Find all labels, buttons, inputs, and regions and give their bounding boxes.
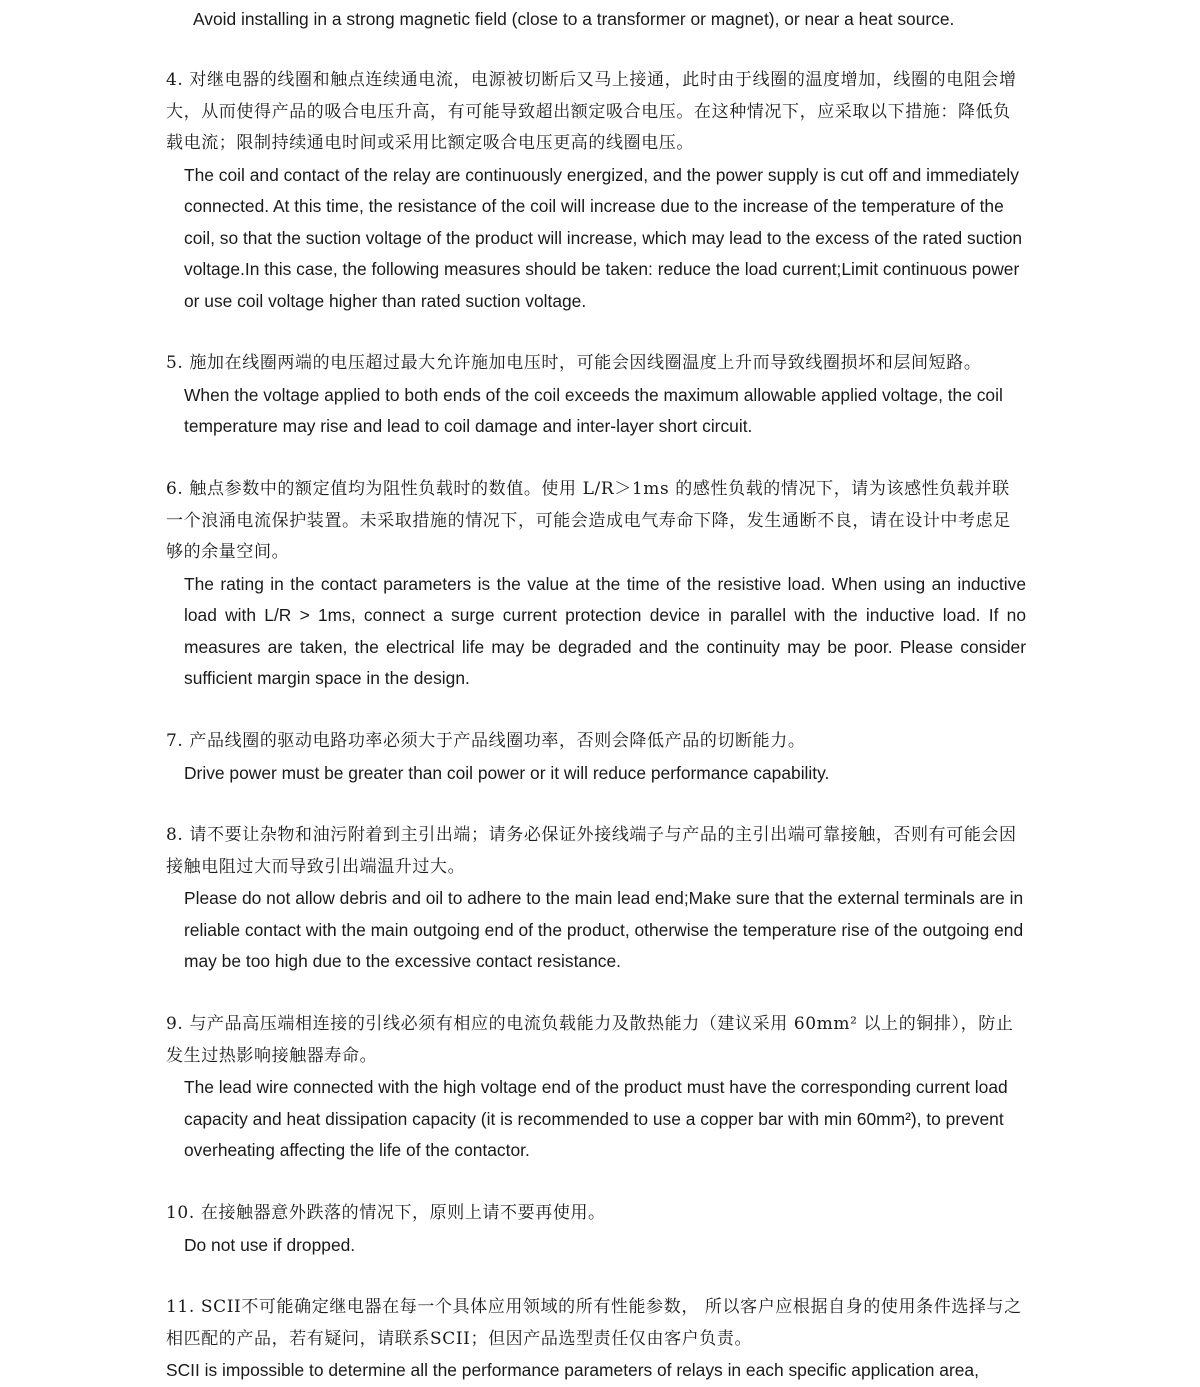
note-item-4 bbox=[166, 65, 1026, 317]
note-6-english: The rating in the contact parameters is the value at the time of the resistive load. When using an inductive load with L/R > 1ms, connect a surge current protection device in parallel with the inductive load. If no measures are taken, the electrical life may be degraded and the continuity may be poor. Please consider sufficient margin space in the design. bbox=[184, 573, 1026, 688]
note-item-7 bbox=[166, 726, 1026, 789]
note-7-english: Drive power must be greater than coil power or it will reduce performance capability. bbox=[184, 762, 830, 783]
note-8-english: Please do not allow debris and oil to adhere to the main lead end;Make sure that the external terminals are in reliable contact with the main outgoing end of the product, otherwise the temperature rise of the outgoing end may be too high due to the excessive contact resistance. bbox=[184, 888, 1024, 971]
note-item-6 bbox=[166, 474, 1026, 695]
note-item-10 bbox=[166, 1198, 1026, 1261]
note-10-chinese: 10. 在接触器意外跌落的情况下，原则上请不要再使用。 bbox=[166, 1203, 606, 1223]
note-7-chinese: 7. 产品线圈的驱动电路功率必须大于产品线圈功率，否则会降低产品的切断能力。 bbox=[166, 731, 806, 751]
note-item-9 bbox=[166, 1009, 1026, 1167]
note-9-chinese: 9. 与产品高压端相连接的引线必须有相应的电流负载能力及散热能力（建议采用 60mm² 以上的铜排），防止发生过热影响接触器寿命。 bbox=[166, 1014, 1014, 1066]
note-5-english: When the voltage applied to both ends of the coil exceeds the maximum allowable applied voltage, the coil temperature may rise and lead to coil damage and inter-layer short circuit. bbox=[184, 384, 1003, 436]
note-11-english: SCII is impossible to determine all the performance parameters of relays in each specific application area, bbox=[166, 1360, 979, 1380]
intro-line: Avoid installing in a strong magnetic field (close to a transformer or magnet), or near a heat source. bbox=[193, 9, 955, 29]
note-6-chinese: 6. 触点参数中的额定值均为阻性负载时的数值。使用 L/R＞1ms 的感性负载的情况下，请为该感性负载并联一个浪涌电流保护装置。未采取措施的情况下，可能会造成电气寿命下降，发生通断不良，请在设计中考虑足够的余量空间。 bbox=[166, 479, 1011, 562]
note-4-english: The coil and contact of the relay are continuously energized, and the power supply is cut off and immediately connected. At this time, the resistance of the coil will increase due to the increase of the temperature of the coil, so that the suction voltage of the product will increase, which may lead to the excess of the rated suction voltage.In this case, the following measures should be taken: reduce the load current;Limit continuous power or use coil voltage higher than rated suction voltage. bbox=[184, 164, 1023, 311]
note-item-5 bbox=[166, 348, 1026, 443]
note-11-chinese: 11. SCII不可能确定继电器在每一个具体应用领域的所有性能参数， 所以客户应根据自身的使用条件选择与之相匹配的产品，若有疑问，请联系SCII；但因产品选型责任仅由客户负责。 bbox=[166, 1297, 1022, 1349]
note-9-english: The lead wire connected with the high voltage end of the product must have the corresponding current load capacity and heat dissipation capacity (it is recommended to use a copper bar with min 60mm²), to prevent overheating affecting the life of the contactor. bbox=[184, 1077, 1008, 1160]
note-item-8 bbox=[166, 820, 1026, 978]
note-5-chinese: 5. 施加在线圈两端的电压超过最大允许施加电压时，可能会因线圈温度上升而导致线圈损坏和层间短路。 bbox=[166, 353, 982, 373]
note-item-11 bbox=[166, 1292, 1026, 1387]
note-10-english: Do not use if dropped. bbox=[184, 1234, 356, 1255]
note-4-chinese: 4. 对继电器的线圈和触点连续通电流，电源被切断后又马上接通，此时由于线圈的温度增加，线圈的电阻会增大，从而使得产品的吸合电压升高，有可能导致超出额定吸合电压。在这种情况下，应采取以下措施：降低负载电流；限制持续通电时间或采用比额定吸合电压更高的线圈电压。 bbox=[166, 70, 1017, 153]
note-8-chinese: 8. 请不要让杂物和油污附着到主引出端；请务必保证外接线端子与产品的主引出端可靠接触，否则有可能会因接触电阻过大而导致引出端温升过大。 bbox=[166, 825, 1017, 877]
